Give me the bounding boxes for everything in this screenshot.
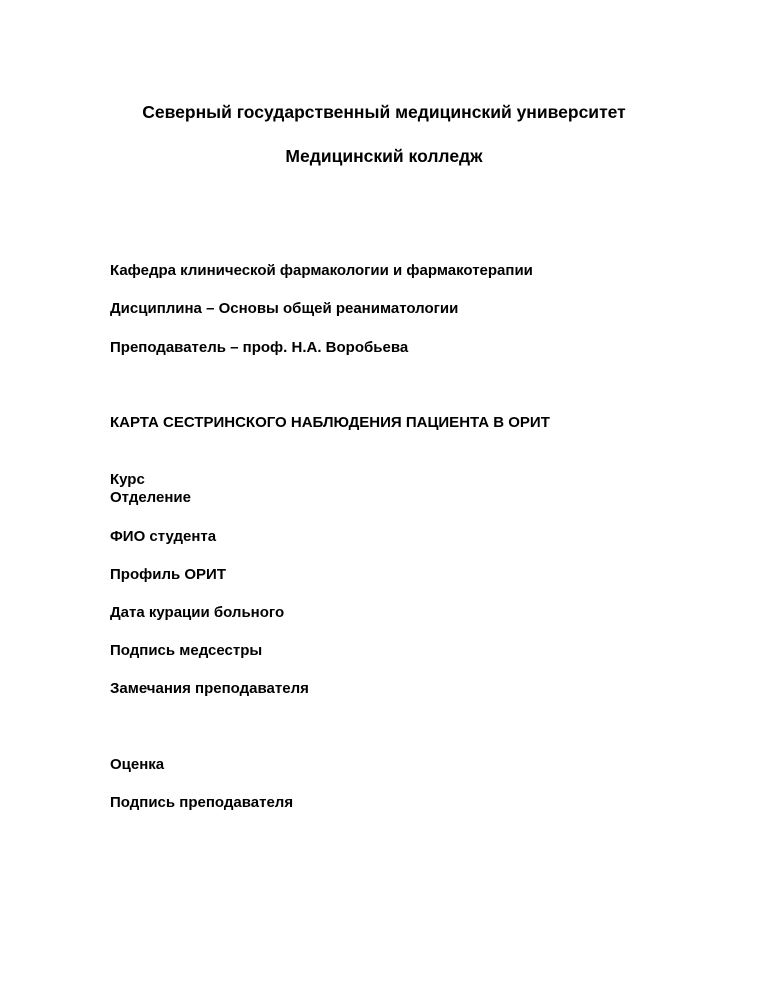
discipline-line: Дисциплина – Основы общей реаниматологии	[110, 300, 459, 317]
field-department: Отделение	[110, 489, 191, 506]
field-grade: Оценка	[110, 756, 165, 773]
department-line: Кафедра клинической фармакологии и фармакотерапии	[110, 262, 533, 279]
field-curation-date: Дата курации больного	[110, 604, 285, 621]
field-student-name: ФИО студента	[110, 528, 217, 545]
field-teacher-remarks: Замечания преподавателя	[110, 680, 309, 697]
field-icu-profile: Профиль ОРИТ	[110, 566, 226, 583]
teacher-line: Преподаватель – проф. Н.А. Воробьева	[110, 339, 409, 356]
field-course: Курс	[110, 471, 145, 488]
document-title: КАРТА СЕСТРИНСКОГО НАБЛЮДЕНИЯ ПАЦИЕНТА В ОРИТ	[110, 414, 550, 431]
university-title: Северный государственный медицинский университет	[142, 102, 626, 122]
field-nurse-signature: Подпись медсестры	[110, 642, 263, 659]
college-title: Медицинский колледж	[285, 146, 483, 166]
field-teacher-signature: Подпись преподавателя	[110, 794, 294, 811]
